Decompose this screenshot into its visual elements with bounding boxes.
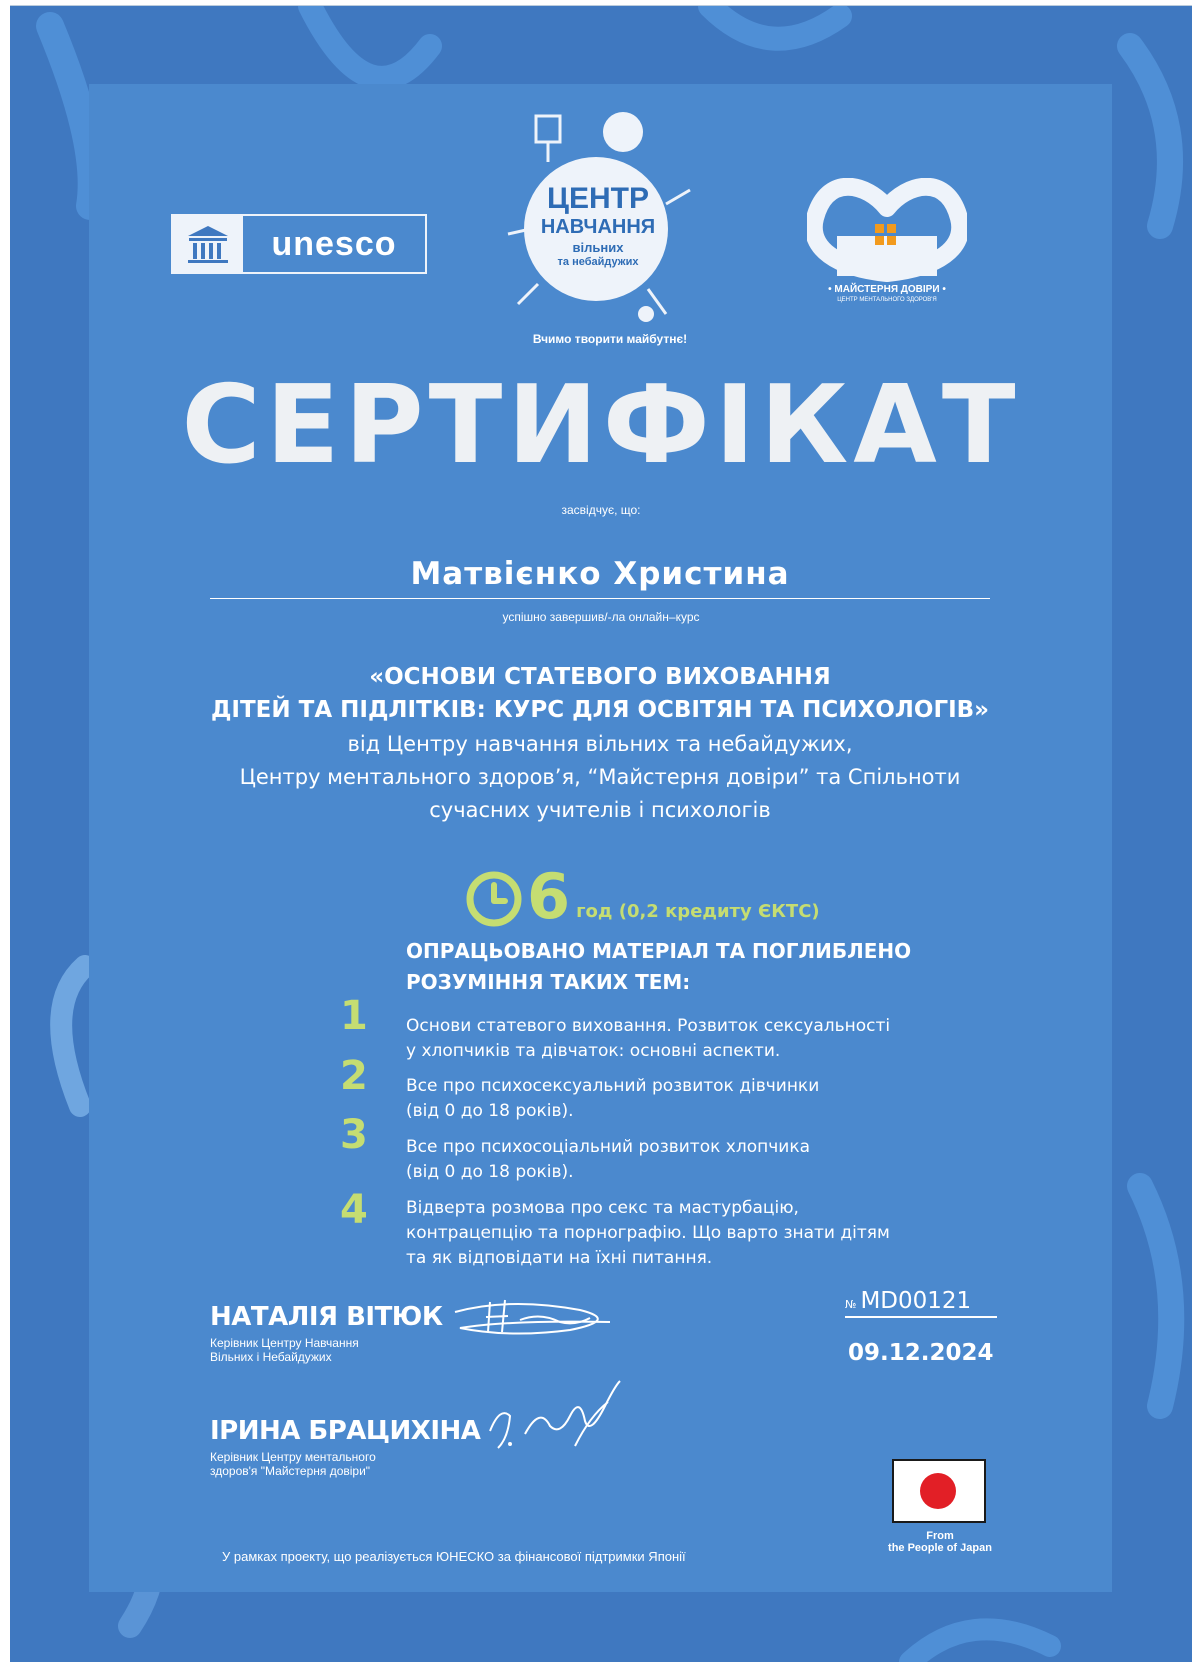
topic-line: Основи статевого виховання. Розвиток сексуальності: [406, 1016, 891, 1036]
topic-item: [406, 1014, 966, 1064]
topic-number: 1: [340, 993, 368, 1039]
unesco-label: unesco: [271, 224, 397, 263]
topic-line: у хлопчиків та дівчаток: основні аспекти.: [406, 1041, 781, 1061]
certificate-page: [10, 5, 1192, 1662]
signer-block: [210, 1302, 443, 1364]
topic-line: (від 0 до 18 років).: [406, 1162, 574, 1182]
topic-number: 4: [340, 1187, 368, 1233]
trust-workshop-label: [807, 284, 967, 303]
topics-heading-line2: РОЗУМІННЯ ТАКИХ ТЕМ:: [406, 970, 691, 994]
signer-role-line1: Керівник Центру ментального: [210, 1450, 376, 1464]
certificate-date: 09.12.2024: [848, 1340, 994, 1366]
trust-workshop-title: • МАЙСТЕРНЯ ДОВІРИ •: [828, 284, 946, 295]
signer-role-line2: Вільних і Небайдужих: [210, 1350, 332, 1364]
japan-flag-icon: [892, 1459, 986, 1523]
topic-item: [406, 1135, 966, 1185]
topic-item: [406, 1196, 966, 1271]
organizers-line2: Центру ментального здоров’я, “Майстерня довіри” та Спільноти: [239, 765, 961, 789]
course-organizers: [160, 728, 1040, 827]
certifies-text: засвідчує, що:: [561, 503, 641, 517]
signer-name: ІРИНА БРАЦИХІНА: [210, 1416, 481, 1446]
completed-text: успішно завершив/-ла онлайн–курс: [502, 610, 700, 624]
topic-line: Все про психосексуальний розвиток дівчинки: [406, 1076, 820, 1096]
organizers-line3: сучасних учителів і психологів: [429, 798, 771, 822]
topic-number: 2: [340, 1053, 368, 1099]
topic-line: та як відповідати на їхні питання.: [406, 1248, 713, 1268]
organizers-line1: від Центру навчання вільних та небайдужих,: [347, 732, 853, 756]
center-logo-line2: НАВЧАННЯ: [540, 216, 656, 238]
signer-role-line2: здоров'я "Майстерня довіри": [210, 1464, 371, 1478]
topic-item: [406, 1074, 966, 1124]
japan-caption-from: From: [926, 1530, 954, 1542]
footer-text: У рамках проекту, що реалізується ЮНЕСКО за фінансової підтримки Японії: [222, 1549, 686, 1564]
number-value: MD00121: [860, 1288, 972, 1314]
hours-value: 6: [527, 860, 571, 933]
topic-line: Відверта розмова про секс та мастурбацію,: [406, 1198, 799, 1218]
signature-image: [480, 1376, 630, 1456]
topic-number: 3: [340, 1112, 368, 1158]
course-title-line1: «ОСНОВИ СТАТЕВОГО ВИХОВАННЯ: [369, 664, 831, 690]
center-logo-line4: та небайдужих: [557, 256, 639, 268]
recipient-name: Матвієнко Христина: [210, 556, 990, 599]
signature-image: [450, 1292, 630, 1342]
clock-icon: [465, 870, 523, 928]
center-logo-line1: ЦЕНТР: [547, 182, 649, 215]
course-title-line2: ДІТЕЙ ТА ПІДЛІТКІВ: КУРС ДЛЯ ОСВІТЯН ТА ПСИХОЛОГІВ»: [210, 697, 990, 723]
japan-caption-people: the People of Japan: [888, 1542, 992, 1554]
trust-workshop-subtitle: ЦЕНТР МЕНТАЛЬНОГО ЗДОРОВ'Я: [837, 297, 937, 303]
topics-heading-line1: ОПРАЦЬОВАНО МАТЕРІАЛ ТА ПОГЛИБЛЕНО: [406, 939, 912, 963]
number-prefix: №: [845, 1298, 857, 1311]
certificate-title: СЕРТИФІКАТ: [181, 363, 1021, 488]
topic-line: Все про психосоціальний розвиток хлопчика: [406, 1137, 811, 1157]
signer-name: НАТАЛІЯ ВІТЮК: [210, 1302, 443, 1332]
center-logo-line3: вільних: [572, 240, 624, 255]
unesco-logo: [171, 214, 427, 274]
course-hours: [465, 858, 820, 933]
topics-heading: [406, 936, 966, 998]
unesco-temple-icon: [173, 216, 243, 272]
center-slogan: Вчимо творити майбутнє!: [532, 332, 688, 346]
topic-line: контрацепцію та порнографію. Що варто знати дітям: [406, 1223, 890, 1243]
hours-unit: год (0,2 кредиту ЄКТС): [576, 901, 820, 922]
course-title: [160, 661, 1040, 727]
topic-line: (від 0 до 18 років).: [406, 1101, 574, 1121]
japan-caption: [880, 1530, 1000, 1554]
certificate-number: [845, 1288, 997, 1318]
center-logo: [478, 104, 718, 364]
signer-block: [210, 1416, 480, 1478]
signer-role-line1: Керівник Центру Навчання: [210, 1336, 359, 1350]
